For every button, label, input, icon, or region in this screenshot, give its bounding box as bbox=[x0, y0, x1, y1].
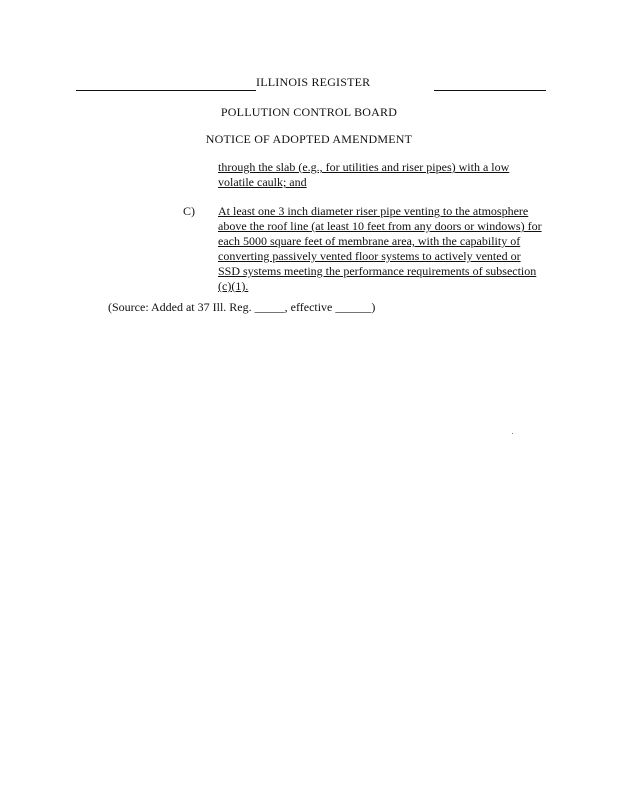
source-note: (Source: Added at 37 Ill. Reg. _____, effective ______) bbox=[108, 300, 376, 314]
scan-mark bbox=[512, 433, 513, 434]
board-title: POLLUTION CONTROL BOARD bbox=[220, 105, 398, 119]
header-rule-right bbox=[434, 90, 546, 91]
item-line-4: converting passively vented floor systems to actively vented or bbox=[218, 249, 521, 263]
item-line-2: above the roof line (at least 10 feet from any doors or windows) for bbox=[218, 219, 542, 233]
item-line-3: each 5000 square feet of membrane area, with the capability of bbox=[218, 234, 521, 248]
register-title: ILLINOIS REGISTER bbox=[256, 75, 371, 89]
item-line-1: At least one 3 inch diameter riser pipe venting to the atmosphere bbox=[218, 204, 529, 218]
header-rule-left bbox=[76, 90, 256, 91]
notice-title: NOTICE OF ADOPTED AMENDMENT bbox=[205, 132, 413, 146]
item-marker: C) bbox=[183, 204, 195, 218]
continuation-line-2: volatile caulk; and bbox=[218, 175, 307, 189]
continuation-line-1: through the slab (e.g., for utilities and riser pipes) with a low bbox=[218, 160, 510, 174]
item-line-5: SSD systems meeting the performance requirements of subsection bbox=[218, 264, 537, 278]
item-line-6: (c)(1). bbox=[218, 279, 249, 293]
